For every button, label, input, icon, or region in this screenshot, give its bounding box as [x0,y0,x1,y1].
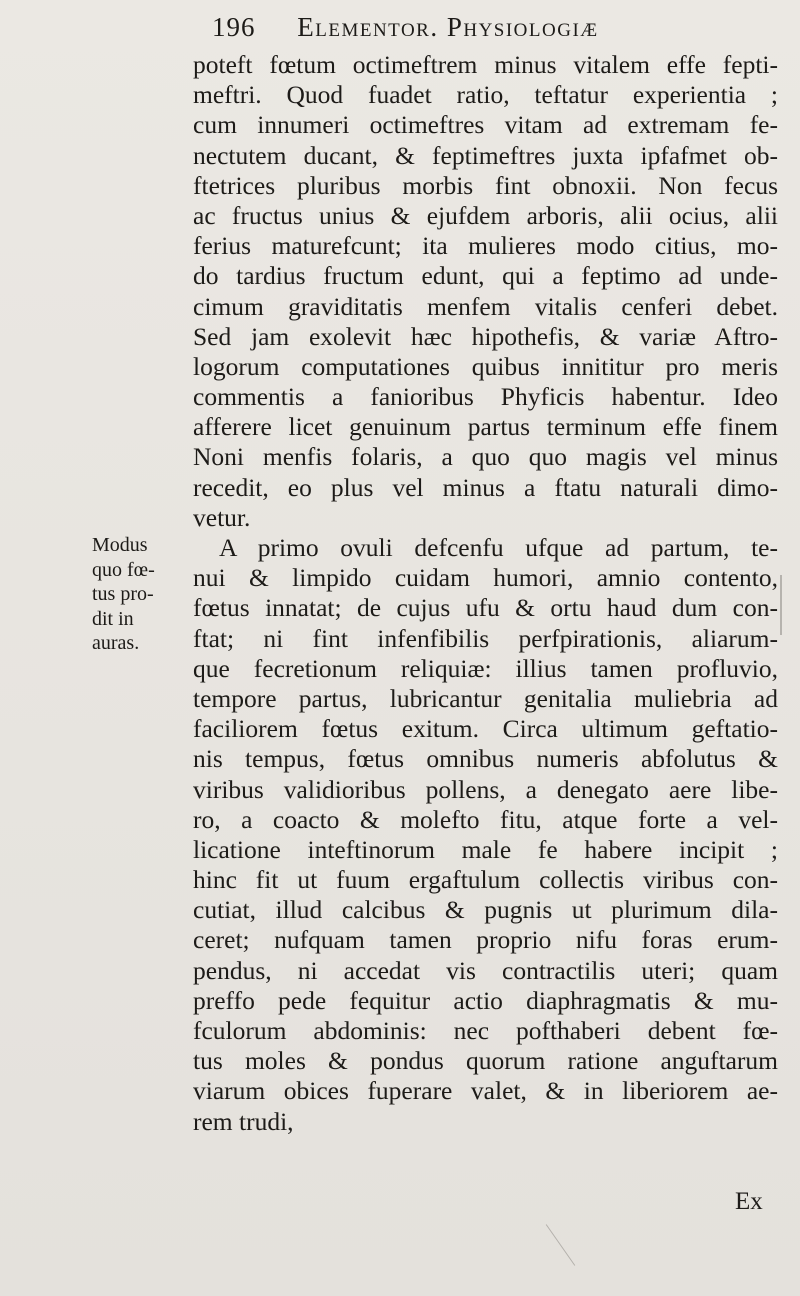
marginal-note-line: quo fœ- [92,558,155,581]
marginal-note-line: tus pro- [92,583,154,605]
text-line: commentis a fanioribus Phyficis habentur. Ideo [193,382,778,412]
text-line: ftetrices pluribus morbis fint obnoxii. Non fecus [193,170,778,200]
text-line: tus moles & pondus quorum ratione anguftarum [193,1046,778,1076]
text-line: fculorum abdominis: nec pofthaberi debent fœ- [193,1016,778,1045]
marginal-note-line: Modus [92,534,148,556]
text-line: afferere licet genuinum partus terminum effe finem [193,412,778,442]
text-line: ceret; nufquam tamen proprio nifu foras erum- [193,925,778,955]
text-line: nectutem ducant, & feptimeftres juxta ipfafmet ob- [193,140,778,170]
page-number: 196 [212,12,256,42]
text-line: poteft fœtum octimeftrem minus vitalem effe fepti- [193,50,778,79]
text-line: viribus validioribus pollens, a denegato aere libe- [193,774,778,804]
text-line: recedit, eo plus vel minus a ftatu naturali dimo- [193,472,778,502]
text-line: hinc fit ut fuum ergaftulum collectis viribus con- [193,865,778,895]
text-line: logorum computationes quibus innititur pro meris [193,351,778,381]
text-line: nui & limpido cuidam humori, amnio contento, [193,563,778,593]
text-line: fœtus innatat; de cujus ufu & ortu haud dum con- [193,593,778,623]
text-line: do tardius fructum edunt, qui a feptimo ad unde- [193,261,778,291]
text-line: ac fructus unius & ejufdem arboris, alii ocius, alii [193,200,778,230]
text-line: pendus, ni accedat vis contractilis uteri; quam [193,955,778,985]
text-line: preffo pede fequitur actio diaphragmatis & mu- [193,985,778,1015]
text-line: ro, a coacto & molefto fitu, atque forte a vel- [193,804,778,834]
text-line: cimum graviditatis menfem vitalis cenferi debet. [193,291,778,321]
running-title: Elementor. Physiologiæ [297,12,599,42]
catchword: Ex [735,1188,763,1215]
text-line: tempore partus, lubricantur genitalia muliebria ad [193,683,778,713]
text-line: cum innumeri octimeftres vitam ad extremam fe- [193,110,778,140]
text-line: vetur. [193,502,251,532]
body-text [193,50,778,1137]
scan-speck [780,575,782,635]
text-line: Noni menfis folaris, a quo quo magis vel minus [193,442,778,472]
marginal-note-line: dit in [92,607,134,630]
text-line: cutiat, illud calcibus & pugnis ut plurimum dila- [193,895,778,925]
text-line: faciliorem fœtus exitum. Circa ultimum geftatio- [193,714,778,744]
text-line: viarum obices fuperare valet, & in liberiorem ae- [193,1076,778,1106]
text-line: A primo ovuli defcenfu ufque ad partum, te- [219,533,778,562]
text-line: nis tempus, fœtus omnibus numeris abfolutus & [193,744,778,774]
marginal-note-line: auras. [92,632,140,654]
text-line: ftat; ni fint infenfibilis perfpirationis, aliarum- [193,623,778,653]
marginal-note [92,533,182,656]
scan-speck [546,1224,575,1266]
text-line: rem trudi, [193,1106,294,1136]
text-line: licatione inteftinorum male fe habere incipit ; [193,834,778,864]
text-line: Sed jam exolevit hæc hipothefis, & variæ Aftro- [193,321,778,351]
text-line: ferius maturefcunt; ita mulieres modo citius, mo- [193,231,778,261]
text-line: que fecretionum reliquiæ: illius tamen profluvio, [193,653,778,683]
text-line: meftri. Quod fuadet ratio, teftatur experientia ; [193,80,778,110]
